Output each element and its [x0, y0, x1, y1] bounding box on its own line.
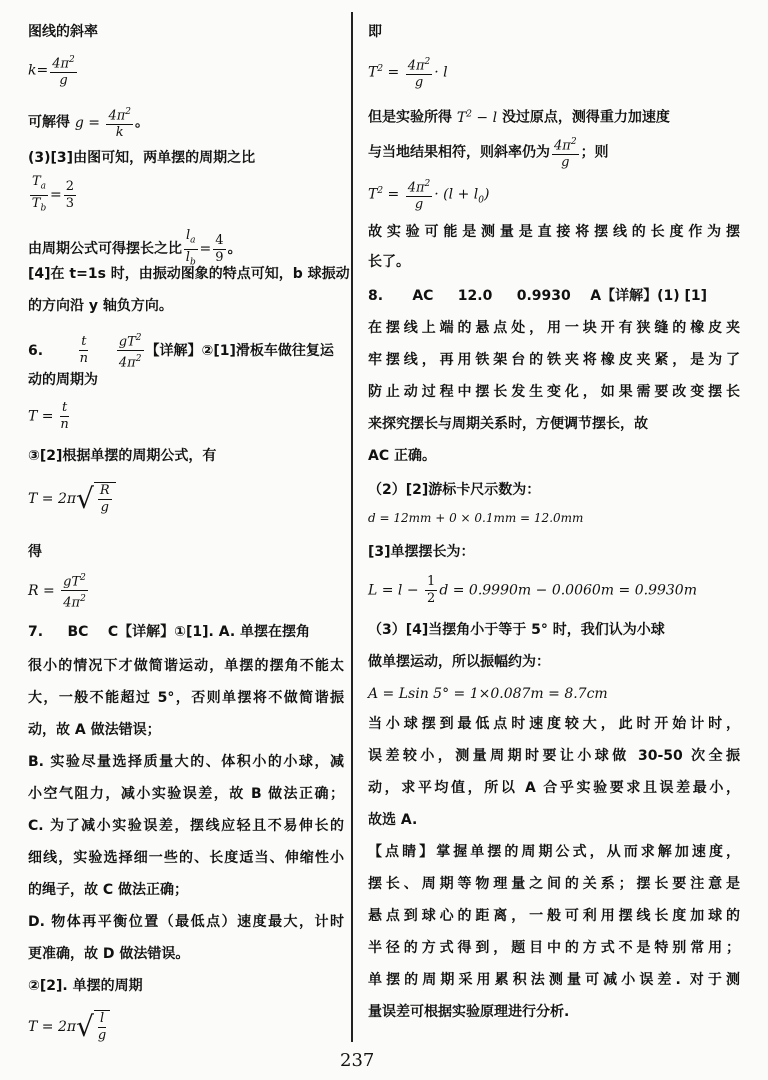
text-line: 长了。 [368, 254, 410, 270]
text-line: 牢摆线，再用铁架台的铁夹将橡皮夹紧，是为了 [368, 352, 740, 368]
page-number: 237 [340, 1050, 375, 1071]
text-line: 大，一般不能超过 5°，否则单摆将不做简谐振 [28, 690, 344, 706]
text-line: 动，故 A 做法错误； [28, 722, 161, 738]
formula-k: k= $\frac{4\pi^2}{g}$ [28, 52, 79, 89]
text-line: 动的周期为 [28, 372, 98, 388]
text-line: 可解得 g = $\frac{4\pi^2}{k}$ 。 [28, 104, 149, 141]
text-line: 细线，实验选择细一些的、长度适当、伸缩性小 [28, 850, 344, 866]
text-line: 故选 A. [368, 812, 418, 828]
formula-caliper: d = 12mm + 0 × 0.1mm = 12.0mm [368, 511, 584, 525]
text-line: 当小球摆到最低点时速度较大，此时开始计时， [368, 716, 740, 732]
question-8-header: 8. AC 12.0 0.9930 A【详解】(1) [1] [368, 288, 708, 304]
text-line: 图线的斜率 [28, 24, 98, 40]
text-line: C. 为了减小实验误差，摆线应轻且不易伸长的 [28, 818, 344, 834]
text-line: 做单摆运动，所以振幅约为： [368, 654, 550, 670]
text-line: 的绳子，故 C 做法正确； [28, 882, 189, 898]
question-6-header: 6. $\frac{t}{n}$ $\frac{gT^2}{4\pi^2}$ 【详解】②[1]滑板车做往复运 [28, 330, 334, 372]
text-line: 悬点到球心的距离，一般可利用摆线长度加球的 [368, 908, 740, 924]
text-line: 动，求平均值，所以 A 合乎实验要求且误差最小， [368, 780, 740, 796]
text-line: ③[2]根据单摆的周期公式，有 [28, 448, 217, 464]
text-line: D. 物体再平衡位置（最低点）速度最大，计时 [28, 914, 344, 930]
formula-R: R = $\frac{gT^2}{4\pi^2}$ [28, 570, 90, 612]
text-line: 与当地结果相符，则斜率仍为 $\frac{4\pi^2}{g}$ ；则 [368, 134, 609, 171]
text-line: 得 [28, 544, 42, 560]
text-line: 故实验可能是测量是直接将摆线的长度作为摆 [368, 224, 740, 240]
formula-period-ratio: $\frac{T_a}{T_b}$ = $\frac{2}{3}$ [31, 174, 75, 214]
text-line: 防止动过程中摆长发生变化，如果需要改变摆长 [368, 384, 740, 400]
column-divider [351, 12, 353, 1042]
text-line: 在摆线上端的悬点处，用一块开有狭缝的橡皮夹 [368, 320, 740, 336]
text-line: 很小的情况下才做简谐运动，单摆的摆角不能太 [28, 658, 344, 674]
text-line: 来探究摆长与周期关系时，方便调节摆长，故 [368, 416, 648, 432]
formula-T: T = $\frac{t}{n}$ [28, 400, 69, 432]
text-line: ②[2]. 单摆的周期 [28, 978, 143, 994]
text-line: 【点睛】掌握单摆的周期公式，从而求解加速度， [368, 844, 740, 860]
question-7-header: 7. BC C【详解】①[1]. A. 单摆在摆角 [28, 624, 311, 640]
text-line: 量误差可根据实验原理进行分析. [368, 1004, 570, 1020]
text-line: （2）[2]游标卡尺示数为： [368, 482, 541, 498]
text-line: (3)[3]由图可知，两单摆的周期之比 [28, 150, 256, 166]
text-line: [3]单摆摆长为： [368, 544, 475, 560]
text-line: 摆长、周期等物理量之间的关系；摆长要注意是 [368, 876, 740, 892]
formula-pendulum: T = 2π √ $\frac{R}{g}$ [28, 482, 116, 516]
text-line: 由周期公式可得摆长之比 $\frac{l_a}{l_b}$ = $\frac{4}{9}$ 。 [28, 228, 242, 268]
text-line: [4]在 t=1s 时，由振动图象的特点可知，b 球振动 [28, 266, 350, 282]
text-line: （3）[4]当摆角小于等于 5° 时，我们认为小球 [368, 622, 665, 638]
formula-length: L = l − $\frac{1}{2}$ d = 0.9990m − 0.0060m = 0.9930m [368, 574, 697, 606]
formula-amplitude: A = Lsin 5° = 1×0.087m = 8.7cm [368, 686, 608, 702]
text-line: 更准确，故 D 做法错误。 [28, 946, 190, 962]
text-line: 单摆的周期采用累积法测量可减小误差. 对于测 [368, 972, 740, 988]
text-line: 误差较小，测量周期时要让小球做 30-50 次全振 [368, 748, 740, 764]
formula-pendulum-l: T = 2π √ $\frac{l}{g}$ [28, 1010, 110, 1044]
formula-T2-offset: $T^2$ = $\frac{4\pi^2}{g}$ · $(l + l_0)$ [368, 176, 489, 213]
text-line: 即 [368, 24, 382, 40]
text-line: 小空气阻力，减小实验误差，故 B 做法正确； [28, 786, 344, 802]
formula-T2: $T^2$ = $\frac{4\pi^2}{g}$ · l [368, 54, 448, 91]
text-line: 的方向沿 y 轴负方向。 [28, 298, 173, 314]
text-line: 半径的方式得到，题目中的方式不是特别常用； [368, 940, 740, 956]
text-line: AC 正确。 [368, 448, 436, 464]
text-line: B. 实验尽量选择质量大的、体积小的小球，减 [28, 754, 344, 770]
text-line: 但是实验所得 $T^2 - l$ 没过原点，测得重力加速度 [368, 109, 670, 126]
